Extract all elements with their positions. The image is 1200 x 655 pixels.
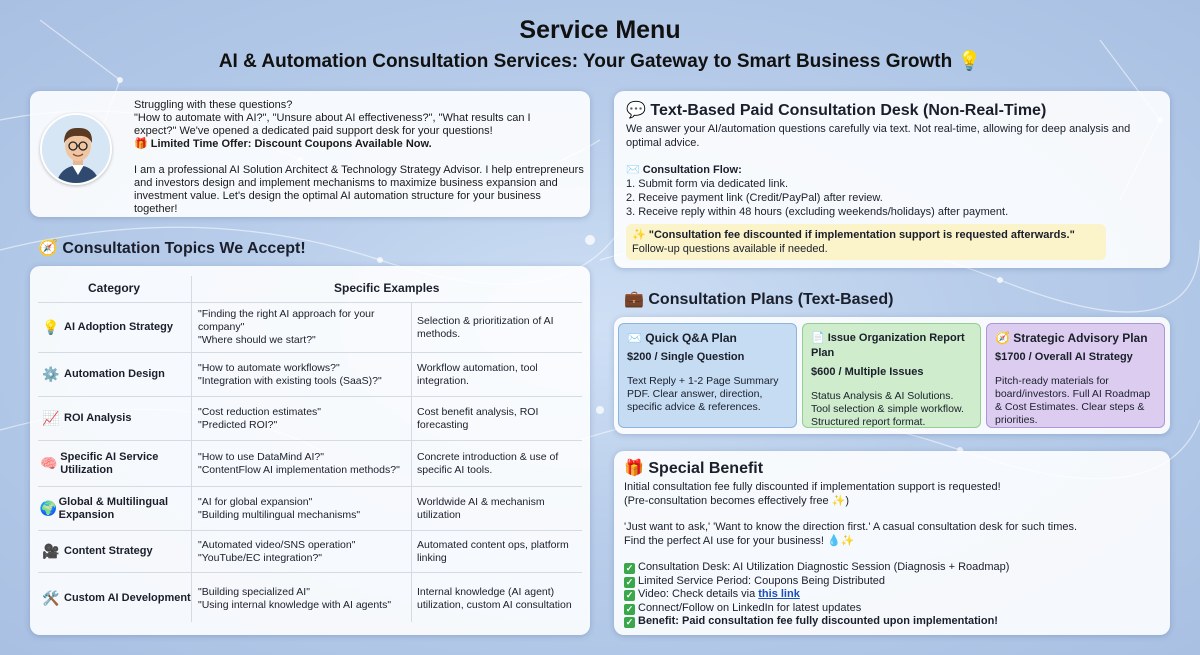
special-benefit-card xyxy=(614,451,1170,635)
row-category xyxy=(38,353,192,396)
page-title: Service Menu xyxy=(519,16,681,44)
row-examples: "Cost reduction estimates" "Predicted ROI?" xyxy=(198,405,322,431)
table-header xyxy=(38,276,582,302)
intro-card xyxy=(30,91,590,217)
video-details-link[interactable]: this link xyxy=(758,588,800,600)
plan-title: 📄 Issue Organization Report Plan xyxy=(811,332,965,359)
avatar xyxy=(40,113,112,185)
row-examples: "How to automate workflows?" "Integration with existing tools (SaaS)?" xyxy=(198,361,382,387)
flow-heading: ✉️ Consultation Flow: xyxy=(626,164,742,176)
check-icon: ✓ xyxy=(625,603,634,614)
plan-price: $600 / Multiple Issues xyxy=(811,366,924,378)
checklist-item: ✓ Limited Service Period: Coupons Being Distributed xyxy=(625,574,886,587)
category-label: Automation Design xyxy=(64,368,165,380)
checklist-item: ✓ Connect/Follow on LinkedIn for latest updates xyxy=(625,601,862,614)
column-header-examples: Specific Examples xyxy=(334,281,440,295)
category-icon: 💡 xyxy=(42,319,60,335)
checklist-item: ✓ Benefit: Paid consultation fee fully discounted upon implementation! xyxy=(625,615,998,627)
table-row xyxy=(38,352,582,396)
intro-line: "How to automate with AI?", "Unsure about AI effectiveness?", "What results can I xyxy=(134,112,531,124)
flow-step: 1. Submit form via dedicated link. xyxy=(626,178,789,190)
benefit-heading: 🎁 Special Benefit xyxy=(624,460,764,477)
benefit-line: 'Just want to ask,' 'Want to know the direction first.' A casual consultation desk for such times. xyxy=(624,521,1078,533)
plan-description: Status Analysis & AI Solutions. Tool selection & simple workflow. Structured report format. xyxy=(811,390,964,428)
flow-step: 3. Receive reply within 48 hours (excluding weekends/holidays) after payment. xyxy=(626,206,1009,218)
plans-heading: 💼 Consultation Plans (Text-Based) xyxy=(624,291,894,308)
intro-line: expect?" We've opened a dedicated paid support desk for your questions! xyxy=(134,125,493,137)
benefit-line: Initial consultation fee fully discounted if implementation support is requested! xyxy=(624,481,1001,493)
profile-portrait-icon xyxy=(42,115,112,185)
plan-quick-qa[interactable] xyxy=(618,323,797,428)
desk-description: We answer your AI/automation questions carefully via text. Not real-time, allowing for deep analysis and optimal advice. xyxy=(626,123,1131,149)
plan-price: $1700 / Overall AI Strategy xyxy=(995,351,1133,363)
check-icon: ✓ xyxy=(625,563,634,573)
plan-description: Text Reply + 1-2 Page Summary PDF. Clear answer, direction, specific advice & references. xyxy=(627,375,779,413)
table-row xyxy=(38,572,582,624)
category-icon: 🛠️ xyxy=(42,590,60,606)
row-detail: Automated content ops, platform linking xyxy=(417,538,569,564)
row-category xyxy=(38,441,192,486)
row-detail: Worldwide AI & mechanism utilization xyxy=(417,495,545,521)
row-detail: Selection & prioritization of AI methods. xyxy=(417,314,554,340)
checklist-item: ✓ Consultation Desk: AI Utilization Diagnostic Session (Diagnosis + Roadmap) xyxy=(625,561,1010,573)
table-row xyxy=(38,440,582,486)
discount-note xyxy=(626,224,1106,260)
row-detail: Workflow automation, tool integration. xyxy=(417,361,538,387)
benefit-line: Find the perfect AI use for your business! 💧✨ xyxy=(624,534,855,547)
row-category xyxy=(38,573,192,624)
row-detail: Cost benefit analysis, ROI forecasting xyxy=(417,405,539,431)
row-examples: "Building specialized AI" "Using internal knowledge with AI agents" xyxy=(198,585,392,611)
plan-issue-report[interactable] xyxy=(802,323,981,428)
intro-question: Struggling with these questions? xyxy=(134,99,293,111)
row-examples: "Finding the right AI approach for your company" "Where should we start?" xyxy=(198,308,375,346)
intro-text xyxy=(134,99,584,216)
topics-heading: 🧭 Consultation Topics We Accept! xyxy=(38,240,306,257)
plans-card xyxy=(614,317,1170,434)
column-header-category: Category xyxy=(88,281,141,295)
topics-table xyxy=(30,266,590,635)
limited-offer: 🎁 Limited Time Offer: Discount Coupons Available Now. xyxy=(134,138,432,150)
checklist-item: ✓ Video: Check details via this link xyxy=(625,588,800,600)
page-subtitle: AI & Automation Consultation Services: Your Gateway to Smart Business Growth 💡 xyxy=(218,51,982,72)
plan-strategic-advisory[interactable] xyxy=(986,323,1165,428)
check-icon: ✓ xyxy=(625,590,634,600)
check-icon: ✓ xyxy=(625,576,634,587)
category-label: Content Strategy xyxy=(64,545,153,557)
row-examples: "Automated video/SNS operation" "YouTube/EC integration?" xyxy=(198,538,356,564)
plan-description: Pitch-ready materials for board/investors. Full AI Roadmap & Cost Estimates. Clear steps & priorities. xyxy=(995,375,1151,426)
plan-title: ✉️ Quick Q&A Plan xyxy=(627,331,737,345)
benefit-body xyxy=(624,481,1164,629)
row-detail: Concrete introduction & use of specific AI tools. xyxy=(417,450,559,476)
consultation-desk-card xyxy=(614,91,1170,268)
bio-line: and investors design and implement mechanisms to maximize business expansion and xyxy=(134,177,558,189)
category-icon: ⚙️ xyxy=(42,366,60,382)
flow-step: 2. Receive payment link (Credit/PayPal) after review. xyxy=(626,192,883,204)
category-icon: 🎥 xyxy=(42,543,60,559)
table-row xyxy=(38,396,582,440)
row-examples: "AI for global expansion" "Building multilingual mechanisms" xyxy=(198,495,361,521)
note-quote: ✨ "Consultation fee discounted if implementation support is requested afterwards." xyxy=(632,229,1075,241)
category-label: Specific AI Service Utilization xyxy=(60,450,159,476)
row-category xyxy=(38,303,192,352)
category-label: Custom AI Development xyxy=(64,592,191,604)
row-category xyxy=(38,397,192,440)
plan-price: $200 / Single Question xyxy=(627,351,745,363)
table-row xyxy=(38,530,582,572)
note-follow: Follow-up questions available if needed. xyxy=(632,243,828,255)
flow-steps xyxy=(626,177,1008,219)
category-icon: 🌍 xyxy=(39,500,58,516)
bio-line: I am a professional AI Solution Architect & Technology Strategy Advisor. I help entrepreneurs xyxy=(134,164,584,176)
category-label: Global & Multilingual Expansion xyxy=(58,495,169,521)
benefit-line: (Pre-consultation becomes effectively free ✨) xyxy=(624,494,850,507)
plan-title: 🧭 Strategic Advisory Plan xyxy=(995,331,1148,345)
category-icon: 📈 xyxy=(42,410,60,426)
table-row xyxy=(38,486,582,530)
category-label: ROI Analysis xyxy=(64,412,132,424)
row-examples: "How to use DataMind AI?" "ContentFlow AI implementation methods?" xyxy=(198,450,400,476)
category-icon: 🧠 xyxy=(40,455,58,471)
row-category xyxy=(38,487,192,530)
desk-heading: 💬 Text-Based Paid Consultation Desk (Non-Real-Time) xyxy=(626,102,1047,119)
bio-line: investment value. Let's design the optimal AI automation structure for your business together! xyxy=(134,190,541,215)
check-icon: ✓ xyxy=(625,617,634,627)
table-row xyxy=(38,302,582,352)
row-category xyxy=(38,531,192,572)
row-detail: Internal knowledge (AI agent) utilization, custom AI consultation xyxy=(417,585,572,611)
category-label: AI Adoption Strategy xyxy=(64,321,173,333)
